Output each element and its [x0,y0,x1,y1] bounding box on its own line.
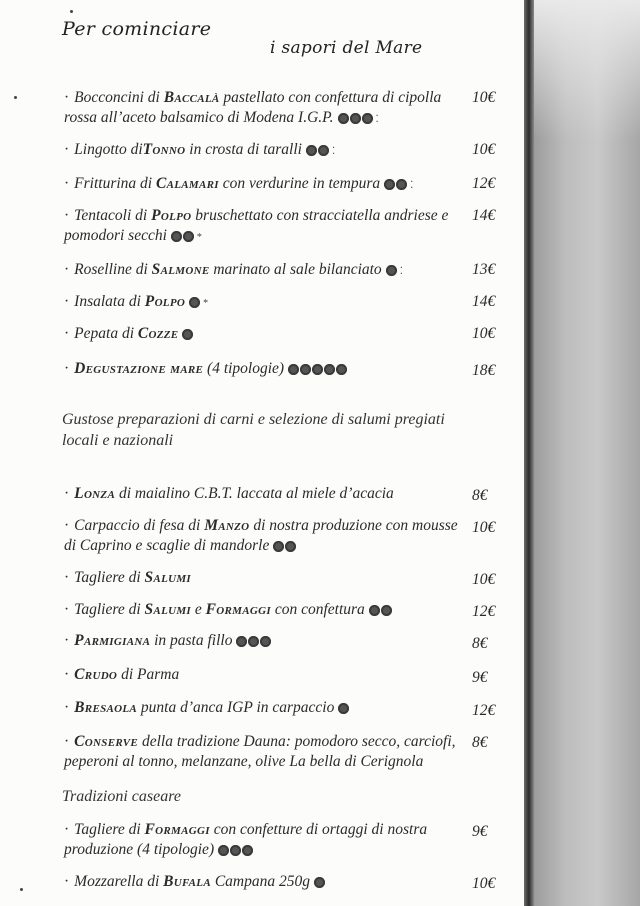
allergen-icons [182,326,194,346]
item-price: 10€ [472,519,496,536]
scan-speck [70,10,73,13]
allergen-icons [314,874,326,894]
item-price: 8€ [472,734,488,751]
item-price: 12€ [472,175,496,192]
item-price: 8€ [472,635,488,652]
allergen-icons [306,142,330,162]
menu-item-tagliere-salumi: · Tagliere di Salumi [64,569,191,586]
section-caseare: Tradizioni caseare [62,788,181,805]
item-price: 10€ [472,325,496,342]
section-carni: Gustose preparazioni di carni e selezione di salumi pregiati locali e nazionali [62,411,445,449]
menu-item-carpaccio-manzo: · Carpaccio di fesa di Manzo di nostra produzione con mousse di Caprino e scaglie di mandorle [64,516,459,558]
item-price: 12€ [472,603,496,620]
item-price: 10€ [472,89,496,106]
item-price: 14€ [472,207,496,224]
menu-item-parmigiana: · Parmigiana in pasta fillo [64,631,459,653]
allergen-icons [218,842,254,862]
menu-item-tagliere-salumi-formaggi: · Tagliere di Salumi e Formaggi con confettura [64,600,459,622]
item-price: 9€ [472,823,488,840]
menu-item-lonza: · Lonza di maialino C.B.T. laccata al miele d’acacia [64,485,394,502]
allergen-icons [171,228,195,248]
allergen-icons [273,538,297,558]
item-price: 18€ [472,362,496,379]
menu-item-cozze: · Pepata di Cozze [64,324,459,346]
menu-item-mozzarella: · Mozzarella di Bufala Campana 250g [64,872,459,894]
menu-item-calamari: · Fritturina di Calamari con verdurine in tempura ⁚ [64,174,459,196]
allergen-icons [338,700,350,720]
item-price: 14€ [472,293,496,310]
allergen-icons [189,294,201,314]
item-price: 10€ [472,141,496,158]
item-price: 12€ [472,702,496,719]
allergen-icons [338,110,374,130]
allergen-icons [384,176,408,196]
item-price: 8€ [472,487,488,504]
menu-item-baccala: · Bocconcini di Baccalà pastellato con confettura di cipolla rossa all’aceto balsamico di Modena I.G.P. ⁚ [64,88,459,130]
item-price: 10€ [472,571,496,588]
menu-item-insalata-polpo: · Insalata di Polpo * [64,292,459,314]
scan-speck [14,96,17,99]
menu-item-conserve: · Conserve della tradizione Dauna: pomodoro secco, carciofi, peperoni al tonno, melanzane, olive La bella di Cerignola [64,733,456,770]
item-price: 9€ [472,669,488,686]
allergen-icons [386,262,398,282]
allergen-icons [288,361,348,381]
allergen-icons [236,633,272,653]
menu-item-salmone: · Roselline di Salmone marinato al sale bilanciato ⁚ [64,260,459,282]
menu-item-tonno: · Lingotto diTonno in crosta di taralli ⁚ [64,140,459,162]
scan-speck [20,888,23,891]
header-sapori-del-mare: i sapori del Mare [270,38,423,58]
menu-item-bresaola: · Bresaola punta d’anca IGP in carpaccio [64,698,459,720]
menu-item-degustazione-mare: · Degustazione mare (4 tipologie) [64,359,459,381]
menu-item-crudo: · Crudo di Parma [64,666,180,683]
item-name: Baccalà [163,89,220,106]
header-per-cominciare: Per cominciare [62,18,212,40]
scan-shadow-top [534,0,640,140]
item-price: 13€ [472,261,496,278]
menu-item-tagliere-formaggi: · Tagliere di Formaggi con confetture di ortaggi di nostra produzione (4 tipologie) [64,820,459,862]
menu-item-polpo-bruschettato: · Tentacoli di Polpo bruschettato con stracciatella andriese e pomodori secchi * [64,206,459,248]
allergen-icons [369,602,393,622]
page-edge [524,0,534,906]
item-price: 10€ [472,875,496,892]
